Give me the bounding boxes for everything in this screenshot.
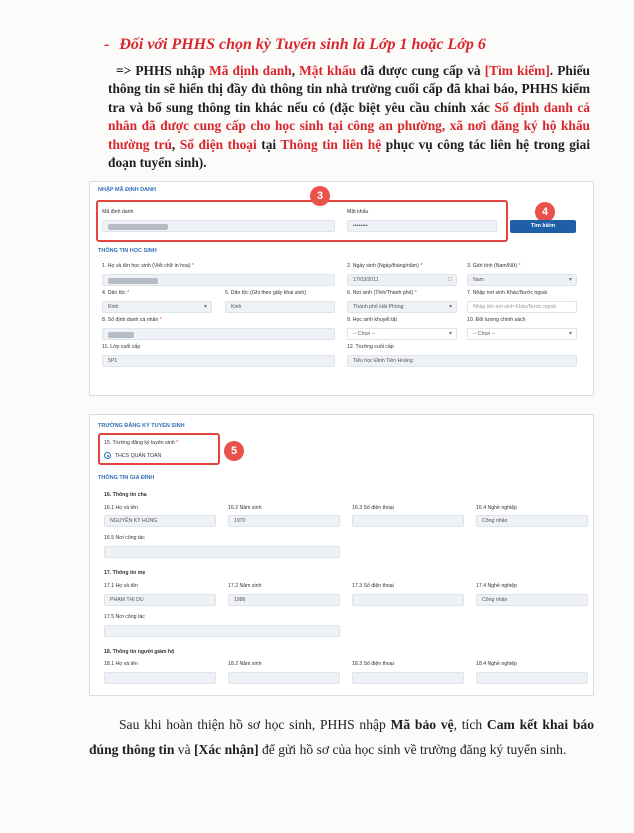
mother-work-input[interactable] xyxy=(104,625,340,637)
para-highlight: Thông tin liên hệ xyxy=(280,136,382,152)
footer-bold: Mã bảo vệ xyxy=(390,717,454,732)
para-highlight: Mật khẩu xyxy=(299,63,357,78)
field-7-label: 7. Nhập nơi sinh Khác/Nước ngoài xyxy=(467,290,548,296)
ethnicity-text-input[interactable]: Kinh xyxy=(225,301,335,313)
para-highlight: Mã định danh xyxy=(209,63,292,78)
footer-text: Sau khi hoàn thiện hồ sơ học sinh, PHHS nhập xyxy=(119,717,391,732)
para-text: phục vụ công tác liên hệ trong giai đoạn tuyển sinh). xyxy=(108,136,591,171)
father-job-label: 16.4 Nghề nghiệp xyxy=(476,505,517,511)
father-name-input[interactable]: NGUYỄN KỲ HÙNG xyxy=(104,515,216,527)
footer-text: , tích xyxy=(453,717,487,732)
mother-year-label: 17.2 Năm sinh xyxy=(228,583,262,589)
field-8-label: 8. Số định danh cá nhân * xyxy=(102,317,162,323)
field-10-label: 10. Đối tượng chính sách xyxy=(467,317,526,323)
policy-select[interactable]: -- Chọn -- ▾ xyxy=(467,328,577,340)
highlight-box-5 xyxy=(98,433,220,465)
para-text: tại xyxy=(256,136,281,152)
para-highlight: [Tìm kiếm] xyxy=(484,63,550,78)
father-year-input[interactable]: 1970 xyxy=(228,515,340,527)
para-text: => PHHS nhập xyxy=(116,63,210,78)
guardian-phone-label: 18.3 Số điện thoại xyxy=(352,661,394,667)
father-title: 16. Thông tin cha xyxy=(104,492,147,498)
field-12-label: 12. Trường cuối cấp xyxy=(347,344,394,350)
field-2-label: 2. Ngày sinh (Ngày/tháng/năm) * xyxy=(347,263,423,269)
para-highlight: Số định danh cá nhân đã được cung cấp cho học sinh tại công an phường, xã nơi đăng ký hộ khẩu thường trú xyxy=(108,99,590,152)
mother-year-input[interactable]: 1986 xyxy=(228,594,340,606)
step-badge-4: 4 xyxy=(535,202,555,222)
section-student-title: THÔNG TIN HỌC SINH xyxy=(98,248,157,254)
id-label: Mã định danh xyxy=(102,209,134,215)
personal-id-input[interactable] xyxy=(102,328,335,340)
heading-text: Đối với PHHS chọn kỳ Tuyển sinh là Lớp 1 hoặc Lớp 6 xyxy=(119,36,486,53)
guardian-job-input[interactable] xyxy=(476,672,588,684)
father-job-input[interactable]: Công nhân xyxy=(476,515,588,527)
father-work-input[interactable] xyxy=(104,546,340,558)
section-heading xyxy=(104,36,486,54)
guardian-job-label: 18.4 Nghề nghiệp xyxy=(476,661,517,667)
heading-dash: - xyxy=(104,36,110,53)
school-radio[interactable] xyxy=(104,452,111,459)
guardian-year-input[interactable] xyxy=(228,672,340,684)
password-input[interactable]: •••••••• xyxy=(347,220,497,232)
field-4-label: 4. Dân tộc * xyxy=(102,290,130,296)
step-badge-3: 3 xyxy=(310,186,330,206)
para-text: , xyxy=(291,63,300,78)
mother-name-input[interactable]: PHẠM THỊ DU xyxy=(104,594,216,606)
mother-phone-label: 17.3 Số điện thoại xyxy=(352,583,394,589)
calendar-icon[interactable]: □ xyxy=(448,277,452,283)
id-input[interactable] xyxy=(102,220,335,232)
field-5-label: 5. Dân tộc (Ghi theo giấy khai sinh) xyxy=(225,290,307,296)
field-11-label: 11. Lớp cuối cấp xyxy=(102,344,141,350)
form-screenshot-student xyxy=(89,181,594,396)
guardian-year-label: 18.2 Năm sinh xyxy=(228,661,262,667)
mother-title: 17. Thông tin mẹ xyxy=(104,570,146,576)
mother-phone-input[interactable] xyxy=(352,594,464,606)
field-15-label: 15. Trường đăng ký tuyển sinh * xyxy=(104,440,179,446)
footer-paragraph xyxy=(89,712,594,762)
search-button[interactable]: Tìm kiếm xyxy=(510,220,576,233)
father-phone-label: 16.3 Số điện thoại xyxy=(352,505,394,511)
password-label: Mật khẩu xyxy=(347,209,369,215)
father-name-label: 16.1 Họ và tên xyxy=(104,505,138,511)
form-screenshot-family xyxy=(89,414,594,696)
mother-name-label: 17.1 Họ và tên xyxy=(104,583,138,589)
father-phone-input[interactable] xyxy=(352,515,464,527)
birthdate-input[interactable]: 17/03/2011 □ xyxy=(347,274,457,286)
para-highlight: Số điện thoại xyxy=(179,136,257,152)
footer-bold: [Xác nhận] xyxy=(194,742,259,757)
field-9-label: 9. Học sinh khuyết tật xyxy=(347,317,397,323)
birthplace-other-input[interactable]: Nhập tên nơi sinh Khác/Nước ngoài xyxy=(467,301,577,313)
ethnicity-select[interactable]: Kinh ▾ xyxy=(102,301,212,313)
final-school-input[interactable]: Tiểu học Đinh Tiên Hoàng xyxy=(347,355,577,367)
father-year-label: 16.2 Năm sinh xyxy=(228,505,262,511)
step-badge-5: 5 xyxy=(224,441,244,461)
section-family-title: THÔNG TIN GIA ĐÌNH xyxy=(98,475,155,481)
disability-select[interactable]: -- Chọn -- ▾ xyxy=(347,328,457,340)
mother-work-label: 17.5 Nơi công tác xyxy=(104,614,145,620)
birthplace-select[interactable]: Thành phố Hải Phòng ▾ xyxy=(347,301,457,313)
para-text: , xyxy=(171,136,180,152)
guardian-title: 18. Thông tin người giám hộ xyxy=(104,649,175,655)
field-1-label: 1. Họ và tên học sinh (Viết chữ in hoa) * xyxy=(102,263,194,269)
mother-job-input[interactable]: Công nhân xyxy=(476,594,588,606)
field-3-label: 3. Giới tính (Nam/Nữ) * xyxy=(467,263,521,269)
footer-text: và xyxy=(174,742,195,757)
footer-text: để gửi hồ sơ của học sinh về trường đăng ký tuyển sinh. xyxy=(258,742,567,757)
student-name-input[interactable] xyxy=(102,274,335,286)
para-text: . Phiếu thông tin sẽ hiển thị đầy đủ thông tin nhà trường cuối cấp đã khai báo, PHHS kiểm tra và bổ sung thông tin khác nếu có (đặc biệt yêu cầu chính xác xyxy=(108,63,590,115)
section-login-title: NHẬP MÃ ĐỊNH DANH xyxy=(98,187,156,193)
instruction-paragraph xyxy=(108,62,590,172)
mother-job-label: 17.4 Nghề nghiệp xyxy=(476,583,517,589)
section-school-title: TRƯỜNG ĐĂNG KÝ TUYỂN SINH xyxy=(98,423,185,429)
father-work-label: 16.5 Nơi công tác xyxy=(104,535,145,541)
para-text: đã được cung cấp và xyxy=(356,63,485,78)
guardian-name-label: 18.1 Họ và tên xyxy=(104,661,138,667)
footer-bold: Cam kết khai báo đúng thông tin xyxy=(89,717,594,757)
final-class-input[interactable]: 5P1 xyxy=(102,355,335,367)
field-6-label: 6. Nơi sinh (Tỉnh/Thành phố) * xyxy=(347,290,417,296)
gender-select[interactable]: Nam ▾ xyxy=(467,274,577,286)
school-radio-label: THCS QUÁN TOAN xyxy=(115,453,162,459)
guardian-phone-input[interactable] xyxy=(352,672,464,684)
guardian-name-input[interactable] xyxy=(104,672,216,684)
